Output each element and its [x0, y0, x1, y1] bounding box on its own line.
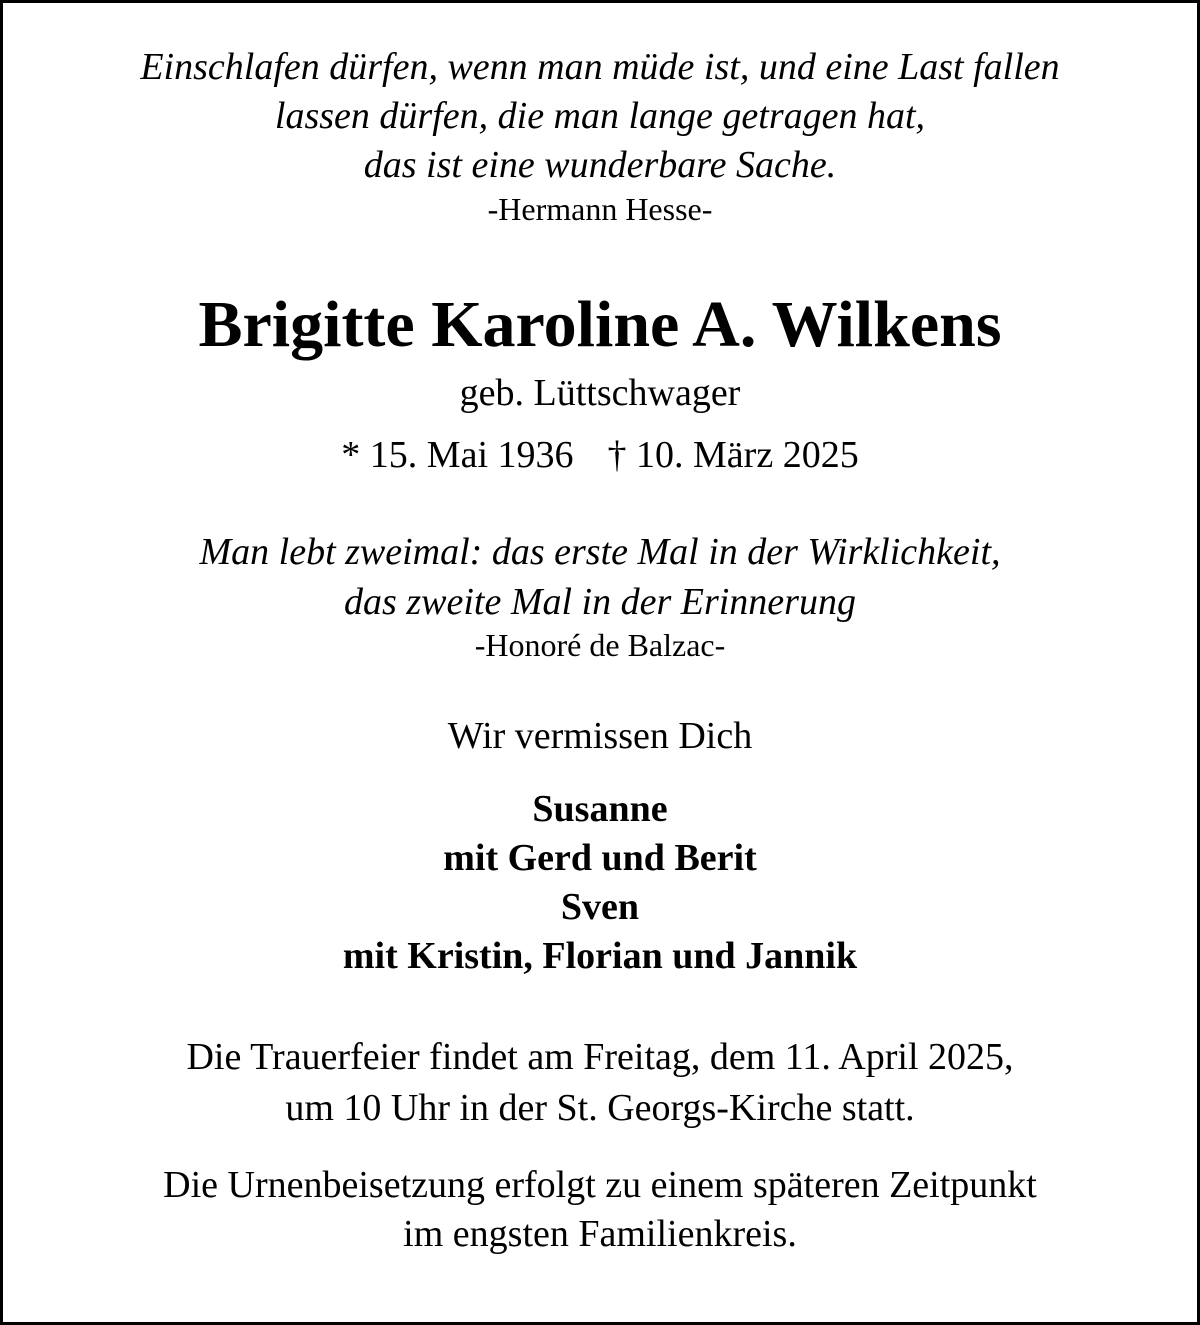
- burial-info-line-2: im engsten Familienkreis.: [403, 1213, 797, 1255]
- service-info-line-2: um 10 Uhr in der St. Georgs-Kirche statt.: [285, 1087, 915, 1129]
- birth-date: * 15. Mai 1936: [341, 434, 574, 476]
- hesse-quote-author: -Hermann Hesse-: [487, 191, 713, 227]
- death-date: † 10. März 2025: [607, 434, 859, 476]
- balzac-quote-line-2: das zweite Mal in der Erinnerung: [344, 581, 856, 623]
- hesse-quote-line-1: Einschlafen dürfen, wenn man müde ist, und eine Last fallen: [140, 46, 1060, 88]
- life-dates: [0, 436, 1200, 474]
- signer-line: Sven: [560, 886, 640, 928]
- burial-info-line-1: Die Urnenbeisetzung erfolgt zu einem späteren Zeitpunkt: [163, 1164, 1037, 1206]
- hesse-quote-line-2: lassen dürfen, die man lange getragen hat,: [274, 95, 926, 137]
- signer-line: mit Gerd und Berit: [443, 837, 757, 879]
- hesse-quote-line-3: das ist eine wunderbare Sache.: [363, 144, 837, 186]
- signer-line: mit Kristin, Florian und Jannik: [342, 935, 858, 977]
- signer-line: Susanne: [532, 788, 668, 830]
- deceased-name: Brigitte Karoline A. Wilkens: [198, 288, 1002, 361]
- farewell-message: Wir vermissen Dich: [447, 715, 753, 757]
- balzac-quote-line-1: Man lebt zweimal: das erste Mal in der Wirklichkeit,: [199, 531, 1001, 573]
- service-info-line-1: Die Trauerfeier findet am Freitag, dem 11. April 2025,: [186, 1036, 1014, 1078]
- balzac-quote-author: -Honoré de Balzac-: [474, 627, 726, 663]
- birth-name: geb. Lüttschwager: [459, 372, 741, 414]
